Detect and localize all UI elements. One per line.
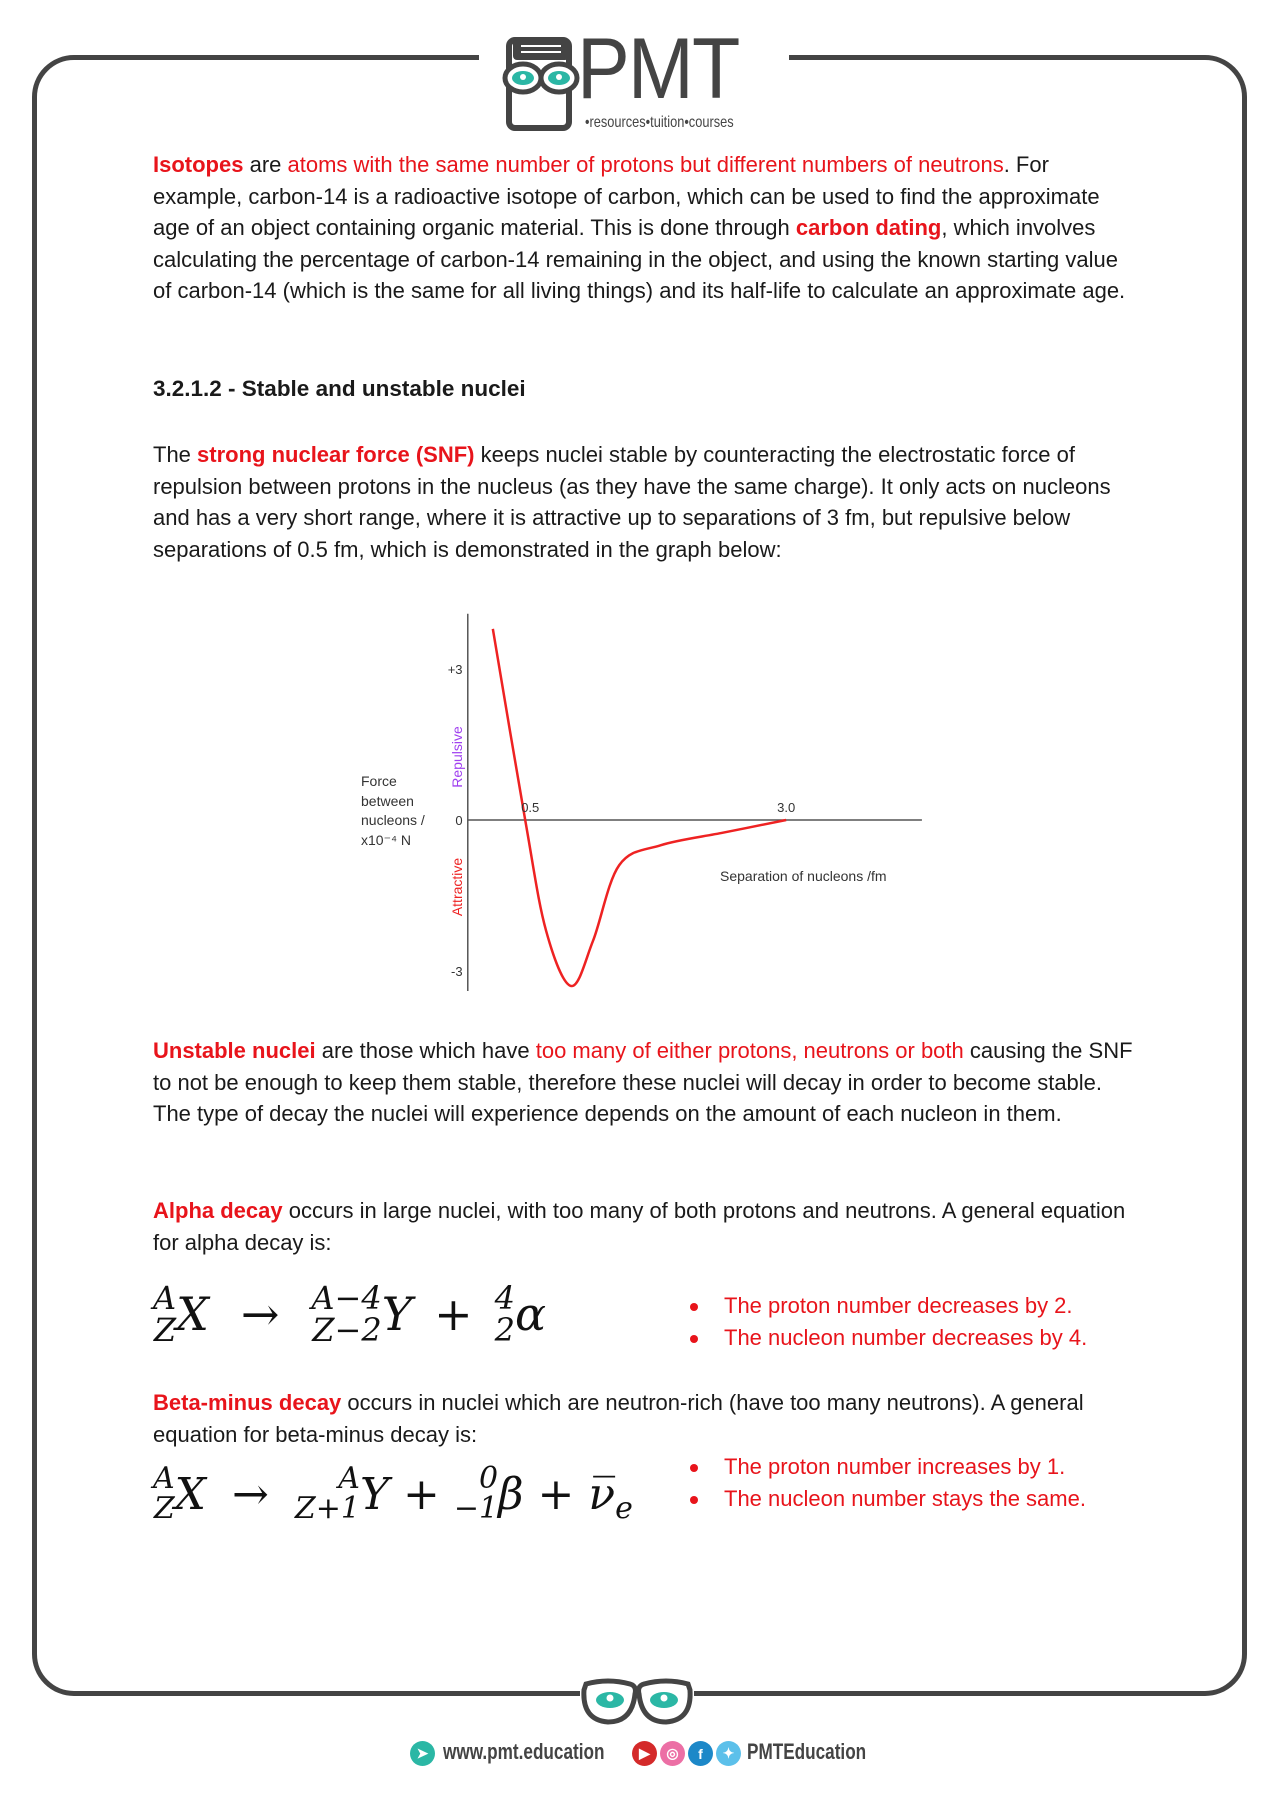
svg-text:x10⁻⁴ N: x10⁻⁴ N: [361, 832, 411, 848]
attractive-label: Attractive: [449, 857, 465, 917]
list-item: The proton number decreases by 2.: [688, 1290, 1087, 1322]
alpha-decay-equation: A Z X → A−4 Z−2 Y + 4 2 α: [153, 1279, 547, 1349]
beta-bullets: [688, 1451, 1086, 1515]
facebook-icon[interactable]: f: [688, 1741, 713, 1766]
svg-text:between: between: [361, 793, 414, 809]
cursor-icon: ➤: [410, 1741, 435, 1766]
x-tick-3.0: 3.0: [777, 800, 796, 815]
unstable-paragraph: Unstable nuclei are those which have too many of either protons, neutrons or both causing the SNF to not be enough to keep them stable, therefore these nuclei will decay in order to become stable. The type of decay the nuclei will experience depends on the amount of each nucleon in them.: [153, 1038, 1133, 1126]
y-axis-label: [361, 773, 425, 848]
svg-text:Force: Force: [361, 773, 397, 789]
instagram-icon[interactable]: ◎: [660, 1741, 685, 1766]
list-item: The proton number increases by 1.: [688, 1451, 1086, 1483]
alpha-paragraph: Alpha decay occurs in large nuclei, with too many of both protons and neutrons. A general equation for alpha decay is:: [153, 1198, 1126, 1255]
repulsive-label: Repulsive: [449, 726, 465, 788]
beta-decay-equation: A Z X → A Z+1 Y + 0 −1 β + ν̅ e: [153, 1461, 633, 1526]
section-heading: 3.2.1.2 - Stable and unstable nuclei: [153, 376, 526, 401]
x-axis-label: Separation of nucleons /fm: [720, 868, 887, 884]
youtube-icon[interactable]: ▶: [632, 1741, 657, 1766]
y-tick-0: 0: [455, 813, 463, 828]
list-item: The nucleon number stays the same.: [688, 1483, 1086, 1515]
list-item: The nucleon number decreases by 4.: [688, 1322, 1087, 1354]
social-handle[interactable]: PMTEducation: [747, 1739, 867, 1764]
glasses-icon: [580, 1672, 694, 1728]
x-tick-0.5: 0.5: [521, 800, 540, 815]
logo-text: PMT: [577, 21, 739, 117]
isotopes-paragraph: Isotopes are atoms with the same number of protons but different numbers of neutrons. For example, carbon-14 is a radioactive isotope of carbon, which can be used to find the approximate age of an object containing organic material. This is done through carbon dating, which involves calculating the percentage of carbon-14 remaining in the object, and using the known starting value of carbon-14 (which is the same for all living things) and its half-life to calculate an approximate age.: [153, 152, 1126, 303]
logo-tagline: •resources•tuition•courses: [585, 114, 734, 131]
snf-paragraph: The strong nuclear force (SNF) keeps nuclei stable by counteracting the electrostatic force of repulsion between protons in the nucleus (as they have the same charge). It only acts on nucleons and has a very short range, where it is attractive up to separations of 3 fm, but repulsive below separations of 0.5 fm, which is demonstrated in the graph below:: [153, 442, 1111, 562]
y-tick-minus3: -3: [450, 963, 463, 979]
alpha-bullets: [688, 1290, 1087, 1354]
y-tick-plus3: +3: [447, 662, 463, 678]
svg-text:nucleons /: nucleons /: [361, 812, 425, 828]
twitter-icon[interactable]: ✦: [716, 1741, 741, 1766]
beta-paragraph: Beta-minus decay occurs in nuclei which are neutron-rich (have too many neutrons). A general equation for beta-minus decay is:: [153, 1390, 1084, 1447]
